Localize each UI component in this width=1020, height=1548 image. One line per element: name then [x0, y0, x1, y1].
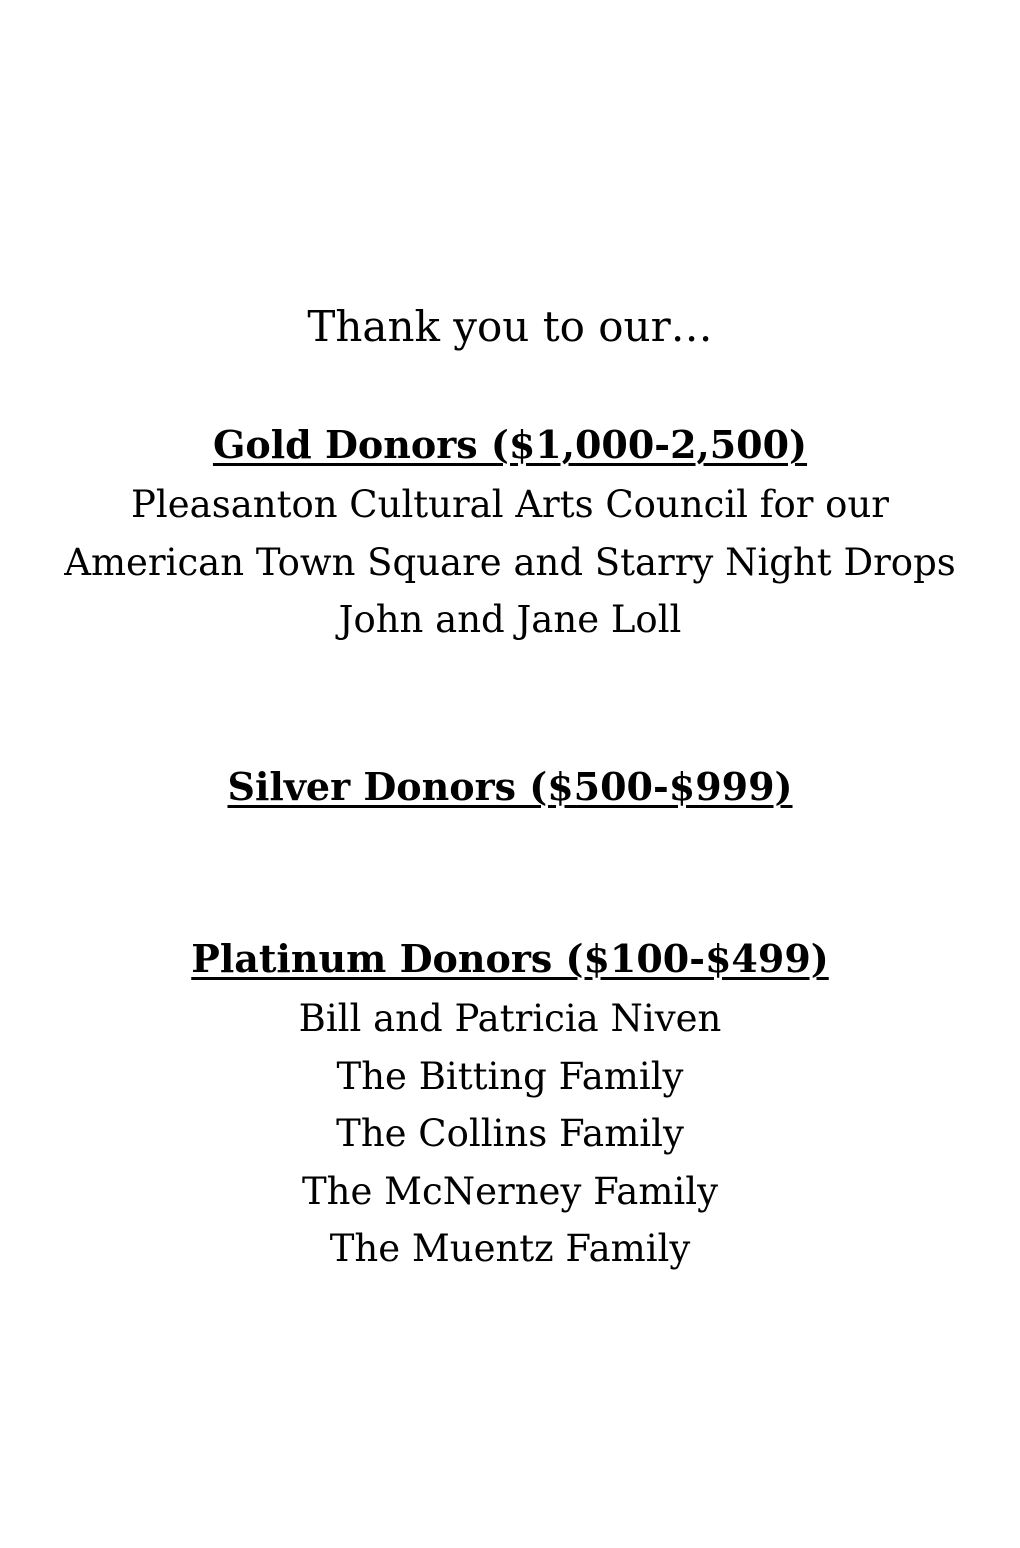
platinum-donors-section	[0, 934, 1020, 1278]
donor-line: The McNerney Family	[302, 1169, 718, 1213]
donor-line: John and Jane Loll	[338, 598, 682, 641]
gold-donors-list	[0, 476, 1020, 649]
gold-donors-section	[0, 420, 1020, 649]
donor-line: The Bitting Family	[336, 1054, 684, 1098]
donor-line: Bill and Patricia Niven	[298, 997, 722, 1040]
silver-donors-section	[0, 762, 1020, 812]
donor-line: Pleasanton Cultural Arts Council for our	[131, 483, 889, 526]
gold-donors-heading: Gold Donors ($1,000-2,500)	[212, 422, 808, 467]
donor-line: American Town Square and Starry Night Drops	[64, 540, 956, 584]
platinum-donors-list	[0, 990, 1020, 1278]
donor-line: The Muentz Family	[329, 1227, 691, 1270]
thank-you-intro: Thank you to our…	[307, 302, 713, 351]
donor-line: The Collins Family	[336, 1112, 684, 1155]
platinum-donors-heading: Platinum Donors ($100-$499)	[191, 936, 829, 981]
silver-donors-heading: Silver Donors ($500-$999)	[227, 764, 793, 809]
